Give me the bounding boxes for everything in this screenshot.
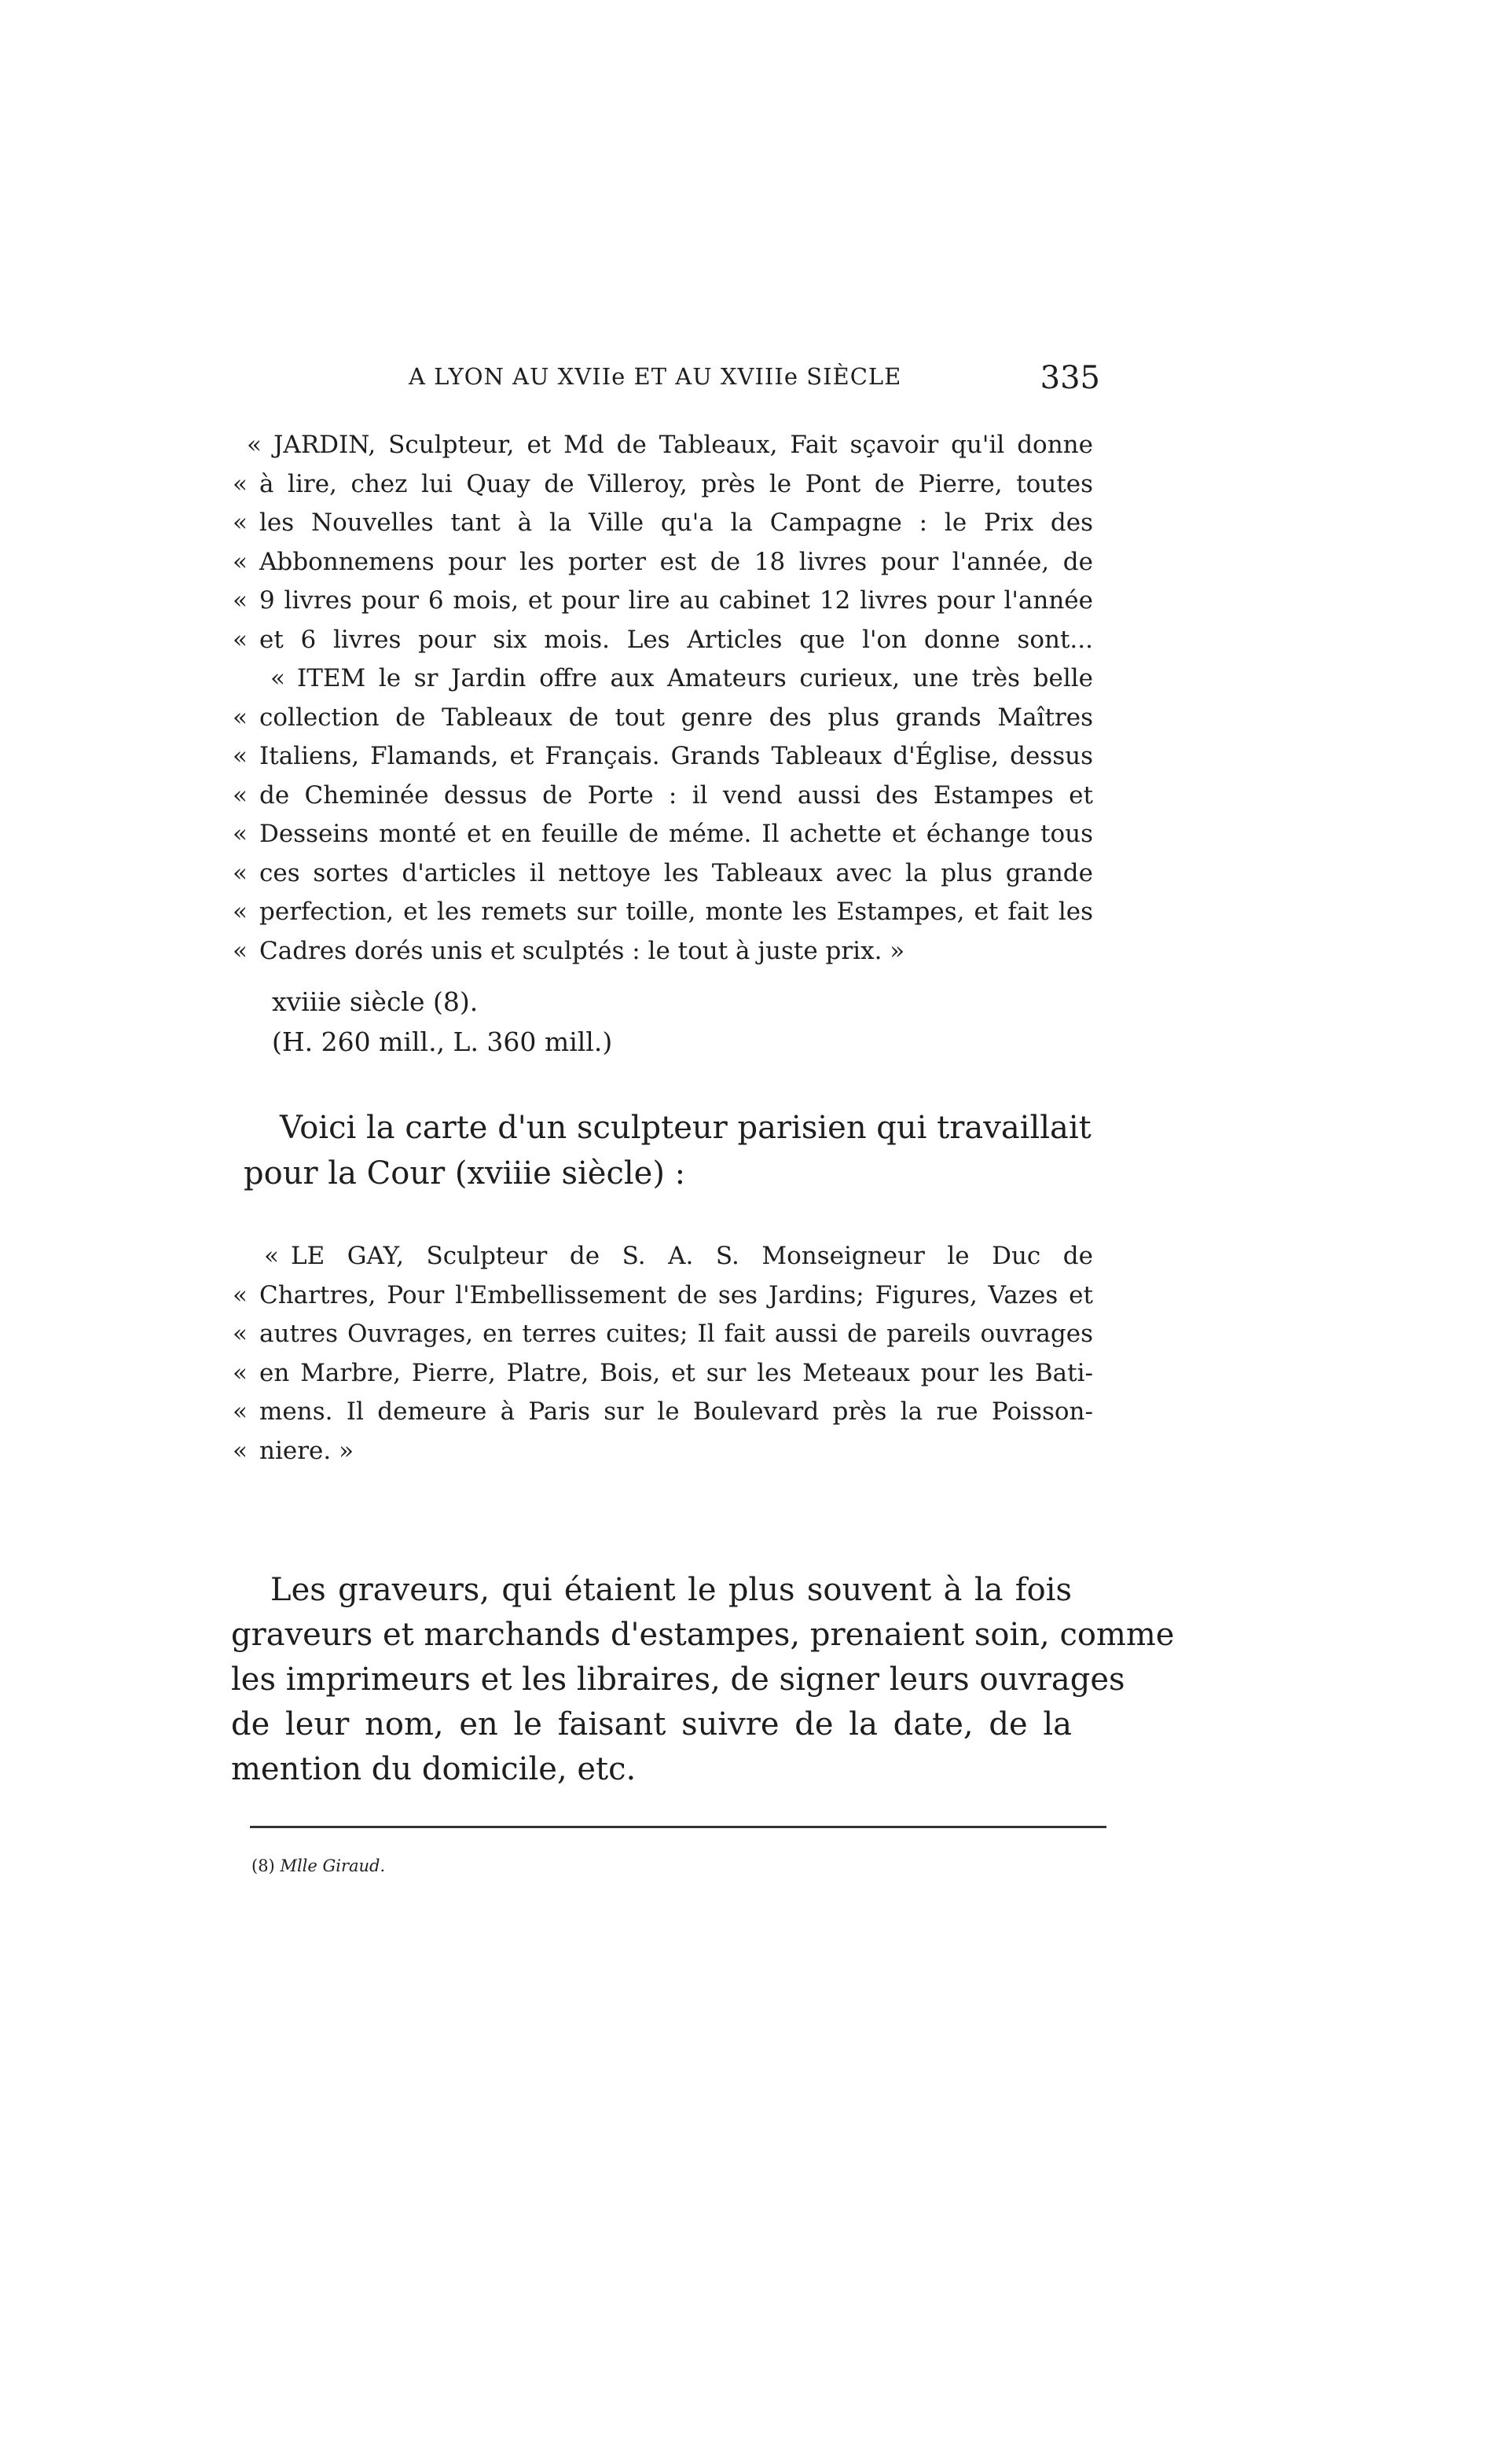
- guillemet: «: [233, 703, 248, 732]
- paragraph-line: de leur nom, en le faisant suivre de la date, de la: [231, 1706, 1072, 1742]
- guillemet: «: [270, 664, 285, 692]
- quote-text: 9 livres pour 6 mois, et pour lire au cabinet 12 livres pour l'année: [259, 586, 1093, 615]
- quote-text: en Marbre, Pierre, Platre, Bois, et sur les Meteaux pour les Bati-: [259, 1358, 1093, 1387]
- guillemet: «: [233, 858, 248, 887]
- quote-text: Abbonnemens pour les porter est de 18 livres pour l'année, de: [259, 547, 1093, 576]
- guillemet: «: [233, 625, 248, 654]
- quote-line: [233, 703, 1093, 732]
- guillemet: «: [233, 1397, 248, 1426]
- quote-line: [247, 431, 1093, 459]
- footnote-number: (8): [251, 1856, 275, 1875]
- paragraph-line: Les graveurs, qui étaient le plus souvent à la fois: [270, 1572, 1072, 1608]
- dimensions-reference: (H. 260 mill., L. 360 mill.): [272, 1026, 613, 1057]
- guillemet: «: [233, 509, 248, 537]
- footnote-name: Mlle Giraud.: [280, 1856, 386, 1875]
- guillemet: «: [233, 898, 248, 926]
- quote-text: mens. Il demeure à Paris sur le Boulevard près la rue Poisson-: [259, 1397, 1093, 1426]
- footnote: [251, 1856, 385, 1875]
- quote-text: Italiens, Flamands, et Français. Grands Tableaux d'Église, dessus: [259, 742, 1093, 770]
- quote-text: autres Ouvrages, en terres cuites; Il fait aussi de pareils ouvrages: [259, 1320, 1093, 1348]
- guillemet: «: [233, 469, 248, 498]
- guillemet: «: [233, 1436, 248, 1465]
- guillemet: «: [233, 780, 248, 810]
- quote-text: perfection, et les remets sur toille, monte les Estampes, et fait les: [259, 898, 1093, 926]
- page-header: [409, 360, 1100, 402]
- quote-line: [233, 820, 1093, 848]
- guillemet: «: [233, 586, 248, 615]
- guillemet: «: [233, 742, 248, 770]
- quote-line: [233, 781, 1093, 810]
- guillemet: «: [233, 820, 248, 848]
- quote-text: ITEM le sr Jardin offre aux Amateurs curieux, une très belle: [297, 664, 1093, 692]
- quote-text: LE GAY, Sculpteur de S. A. S. Monseigneur le Duc de: [291, 1242, 1093, 1270]
- quote-line: [233, 626, 1093, 654]
- running-head: A LYON AU XVIIe ET AU XVIIIe SIÈCLE: [409, 363, 902, 390]
- quote-line: [233, 548, 1093, 576]
- quote-line: [264, 1242, 1093, 1270]
- guillemet: «: [233, 547, 248, 576]
- quote-line: [270, 664, 1093, 692]
- quote-line: [233, 742, 1093, 770]
- quote-line: [233, 898, 1093, 926]
- quote-line: [233, 1320, 1093, 1348]
- footnote-rule: [250, 1826, 1106, 1828]
- quote-text: Cadres dorés unis et sculptés : le tout à juste prix. »: [259, 936, 905, 965]
- guillemet: «: [247, 431, 262, 459]
- guillemet: «: [233, 1358, 248, 1387]
- paragraph-line: les imprimeurs et les libraires, de signer leurs ouvrages: [231, 1662, 1125, 1698]
- paragraph-line: graveurs et marchands d'estampes, prenaient soin, comme: [231, 1617, 1175, 1653]
- paragraph-line: Voici la carte d'un sculpteur parisien qui travaillait: [280, 1110, 1092, 1146]
- quote-text: Chartres, Pour l'Embellissement de ses Jardins; Figures, Vazes et: [259, 1280, 1093, 1309]
- quote-text: niere. »: [259, 1436, 354, 1465]
- century-reference: xviiie siècle (8).: [272, 986, 479, 1017]
- quote-text: collection de Tableaux de tout genre des plus grands Maîtres: [259, 703, 1093, 732]
- page-number: 335: [1040, 360, 1100, 396]
- quote-text: Desseins monté et en feuille de méme. Il achette et échange tous: [259, 820, 1093, 848]
- quote-line: [233, 1359, 1093, 1387]
- paragraph-line: pour la Cour (xviiie siècle) :: [244, 1155, 686, 1192]
- guillemet: «: [264, 1242, 279, 1270]
- quote-line: [233, 859, 1093, 887]
- quote-text: de Cheminée dessus de Porte : il vend aussi des Estampes et: [259, 780, 1093, 810]
- quote-line: [233, 1281, 1093, 1309]
- quote-text: JARDIN, Sculpteur, et Md de Tableaux, Fait sçavoir qu'il donne: [273, 431, 1093, 459]
- quote-line: [233, 586, 1093, 615]
- quote-line: [233, 509, 1093, 537]
- quote-text: les Nouvelles tant à la Ville qu'a la Campagne : le Prix des: [259, 509, 1093, 537]
- paragraph-line: mention du domicile, etc.: [231, 1751, 637, 1787]
- quote-line: [233, 1437, 354, 1465]
- quote-line: [233, 937, 904, 965]
- guillemet: «: [233, 1280, 248, 1309]
- quote-text: ces sortes d'articles il nettoye les Tableaux avec la plus grande: [259, 858, 1093, 887]
- guillemet: «: [233, 1320, 248, 1348]
- quote-line: [233, 470, 1093, 498]
- guillemet: «: [233, 936, 248, 965]
- quote-text: à lire, chez lui Quay de Villeroy, près le Pont de Pierre, toutes: [259, 469, 1093, 498]
- quote-text: et 6 livres pour six mois. Les Articles que l'on donne sont...: [259, 625, 1093, 654]
- quote-line: [233, 1397, 1093, 1426]
